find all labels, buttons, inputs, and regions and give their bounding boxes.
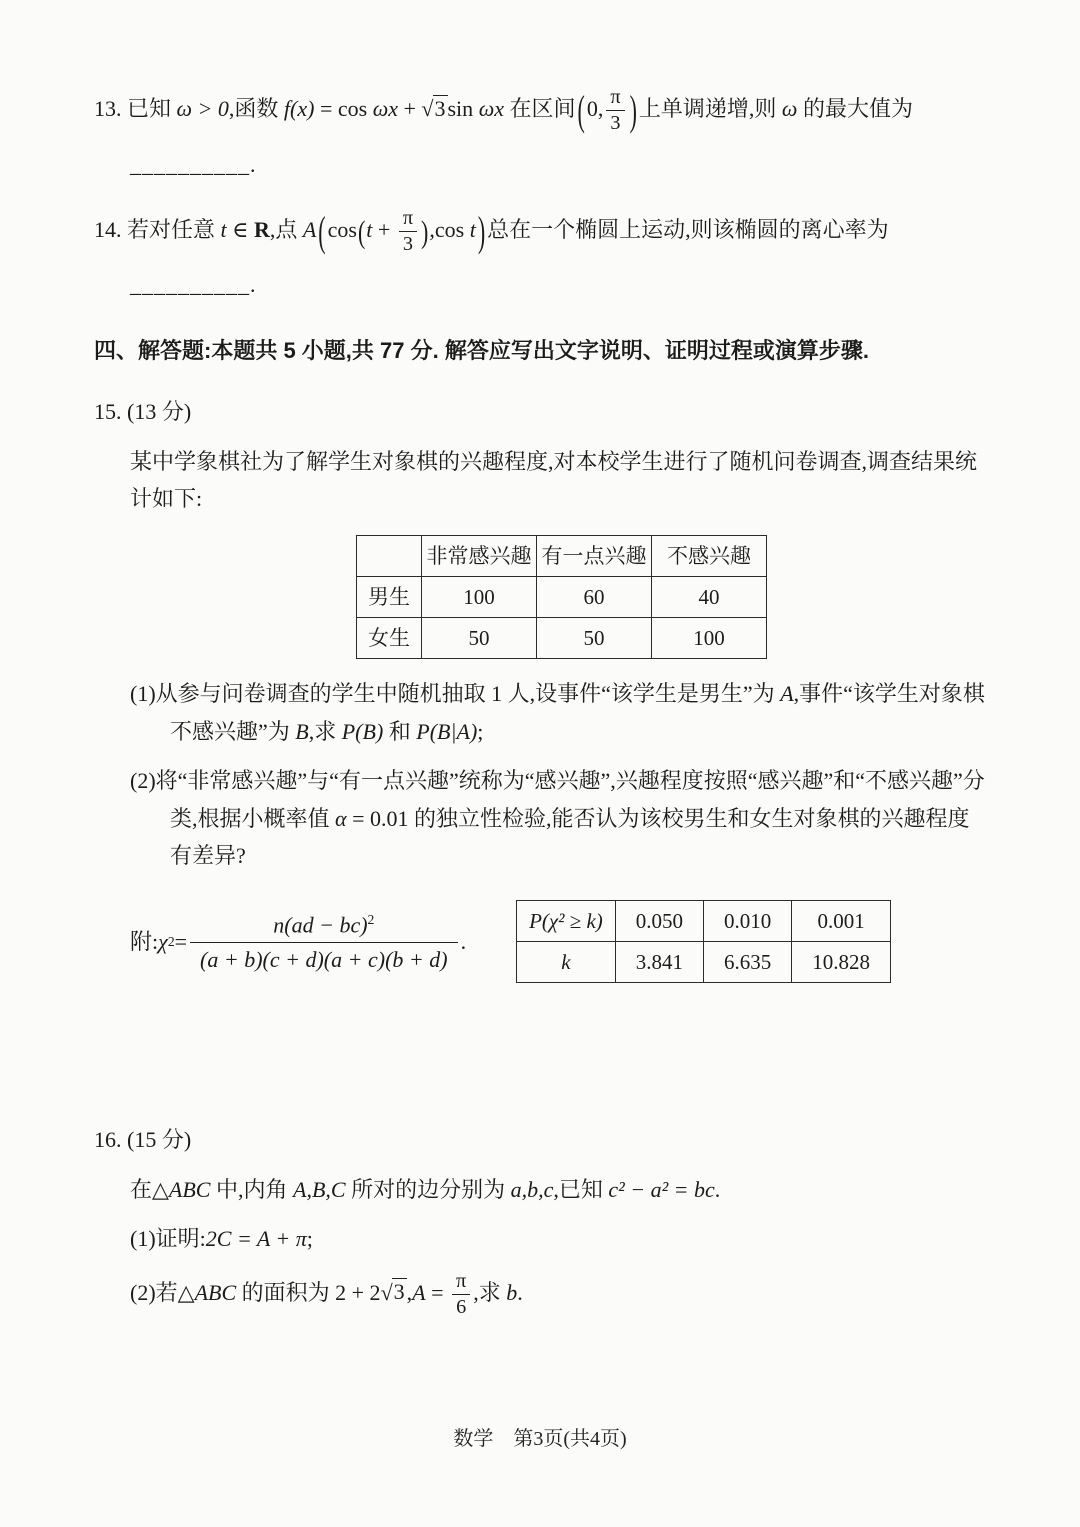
radical-sign: √ [421,95,434,121]
text-segment: (1)证明: [130,1226,206,1252]
text-segment: 所对的边分别为 [345,1176,511,1202]
text-segment: sin [447,95,479,121]
q15-attachment [130,900,986,983]
text-segment: (2)若△ [130,1279,195,1305]
text-segment: 13. 已知 [94,95,177,121]
fraction-numerator [263,910,384,942]
math-segment: f(x) [283,95,315,121]
fraction [606,86,624,136]
left-paren: ( [577,86,585,135]
q15-heading: 15. (13 分) [94,399,192,425]
math-segment: B [295,718,309,744]
question-13 [94,86,986,136]
math-segment: n(ad − bc) [273,912,368,938]
math-segment: = [425,1279,450,1305]
math-segment: ωx [478,95,504,121]
text-segment: 14. 若对任意 [94,216,221,242]
right-paren: ) [421,213,429,250]
period: . [460,929,467,955]
math-segment: A [412,1279,426,1305]
fraction-numerator: π [610,86,621,108]
math-segment: ABC [168,1176,211,1202]
table-cell: 不感兴趣 [652,536,767,577]
text-segment: ,求 [473,1279,507,1305]
q16-heading: 16. (15 分) [94,1127,192,1153]
period: . [714,1176,721,1202]
text-segment: 的最大值为 [797,95,913,121]
table-cell: 男生 [357,577,422,618]
q16-item-2 [130,1270,986,1320]
radicand: 3 [434,95,446,121]
period: . [517,1279,523,1305]
text-segment: (2)将“非常感兴趣”与“有一点兴趣”统称为“感兴趣”,兴趣程度按照“感兴趣”和“不感兴趣”分类,根据小概率值 [130,768,985,831]
math-segment: ∈ [226,216,254,242]
math-segment: χ [158,929,168,955]
math-segment: cos [327,216,357,242]
text-segment: 上单调递增,则 [638,95,782,121]
math-segment: b [506,1279,518,1305]
fraction-numerator: π [402,206,414,229]
table-cell: 3.841 [615,942,703,983]
fraction [190,910,458,974]
superscript: 2 [167,934,175,950]
table-cell: 0.010 [704,901,792,942]
fraction-denominator: 3 [606,110,624,135]
text-segment: , [406,1279,413,1305]
math-segment: = [174,929,188,955]
right-paren: ) [477,207,486,256]
q15-item-1 [130,675,986,750]
table-cell: 女生 [357,618,422,659]
table-cell: 0.050 [615,901,703,942]
q15-intro: 某中学象棋社为了解学生对象棋的兴趣程度,对本校学生进行了随机问卷调查,调查结果统计如下: [130,448,978,512]
q16-line-1 [130,1171,986,1208]
fraction [452,1270,470,1320]
table-cell: 非常感兴趣 [422,536,537,577]
chi-square-formula [130,910,466,974]
text-segment: ,点 [269,216,303,242]
math-segment: P(B|A) [416,718,478,744]
math-segment: t [366,216,373,242]
table-cell: 100 [652,618,767,659]
math-segment: + [372,216,396,242]
table-cell: 100 [422,577,537,618]
period: . [250,272,257,298]
left-paren: ( [357,213,366,250]
blank-underline: __________ [130,151,250,177]
text-segment: 的面积为 2 + 2 [236,1279,381,1305]
superscript: 2 [367,911,375,927]
math-segment: t [220,216,227,242]
fraction-denominator: 3 [399,231,417,256]
table-row [357,577,767,618]
table-cell: 50 [537,618,652,659]
text-segment: ,已知 [553,1176,609,1202]
math-segment: α [335,805,347,831]
math-segment: 0, [586,95,604,121]
math-segment: A [302,216,317,242]
table-cell: k [517,942,616,983]
math-segment: A,B,C [293,1176,346,1202]
chi-square-table [516,900,891,983]
section-4-header: 四、解答题:本题共 5 小题,共 77 分. 解答应写出文字说明、证明过程或演算步骤. [94,337,869,363]
text-segment: = 0.01 的独立性检验,能否认为该校男生和女生对象棋的兴趣程度有差异? [170,805,970,868]
table-row [517,942,891,983]
table-cell: 6.635 [704,942,792,983]
text-segment: 中,内角 [210,1176,293,1202]
text-segment: 总在一个椭圆上运动,则该椭圆的离心率为 [487,216,889,242]
period: . [250,151,257,177]
q15-item-2 [130,762,986,874]
blank-underline: __________ [130,272,250,298]
fraction-numerator: π [456,1269,467,1292]
text-segment: ,求 [308,718,342,744]
table-cell: 40 [652,577,767,618]
text-segment: ,函数 [228,95,284,121]
q16-item-1 [130,1220,986,1257]
text-segment: + [398,95,422,121]
text-segment: 在△ [130,1176,169,1202]
table-cell: 0.001 [792,901,891,942]
survey-table [356,535,767,659]
math-segment: A [780,681,794,707]
table-row [357,536,767,577]
math-segment: ωx [372,95,398,121]
text-segment: = cos [314,95,373,121]
text-segment: 和 [383,718,417,744]
math-segment: c² − a² = bc [608,1176,715,1202]
q13-answer-blank [130,146,986,183]
math-segment: ω > 0 [176,95,229,121]
math-segment: R [253,216,270,242]
radicand: 3 [393,1279,405,1305]
page-footer: 数学 第3页(共4页) [453,1428,627,1450]
table-row [357,618,767,659]
math-segment: ABC [194,1279,237,1305]
math-segment: P(B) [341,718,384,744]
right-paren: ) [629,86,637,135]
table-cell: P(χ² ≥ k) [517,901,616,942]
question-14 [94,207,986,257]
text-segment: ,事件“该学生对象棋不感兴趣”为 [170,681,985,744]
math-segment: t [469,216,476,242]
fraction-denominator: 6 [452,1294,470,1319]
fraction [399,207,417,257]
math-segment: ω [781,95,798,121]
left-paren: ( [318,207,326,256]
q14-answer-blank [130,266,986,303]
math-segment: a,b,c [510,1176,554,1202]
text-segment: 附: [130,929,159,955]
radical-sign: √ [380,1279,393,1305]
math-segment: 2C = A + π [205,1226,307,1252]
text-segment: ; [477,718,484,744]
text-segment: 在区间 [504,95,576,121]
table-cell: 有一点兴趣 [537,536,652,577]
text-segment: ; [306,1226,313,1252]
table-cell: 50 [422,618,537,659]
text-segment: (1)从参与问卷调查的学生中随机抽取 1 人,设事件“该学生是男生”为 [130,681,781,707]
table-cell [357,536,422,577]
math-segment: ,cos [429,216,470,242]
fraction-denominator: (a + b)(c + d)(a + c)(b + d) [190,942,458,974]
table-cell: 60 [537,577,652,618]
table-cell: 10.828 [792,942,891,983]
table-row [517,901,891,942]
